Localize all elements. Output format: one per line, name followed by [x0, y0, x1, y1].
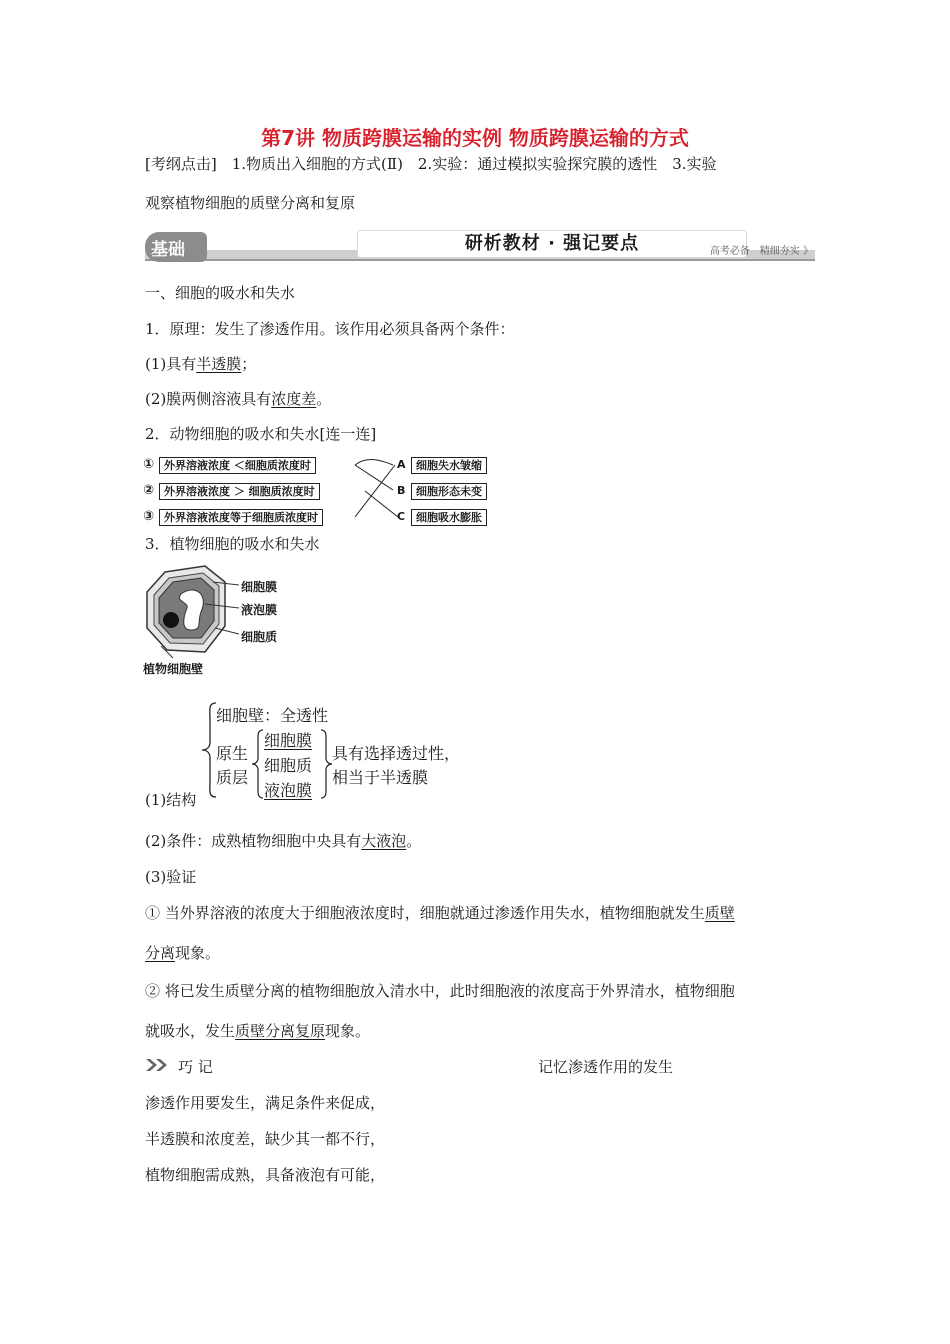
left-num-2: ② [143, 483, 155, 498]
condition-end: 。 [406, 832, 422, 850]
matching-diagram [143, 455, 513, 530]
right-brace [318, 728, 334, 800]
condition-2-key: 浓度差 [271, 390, 317, 408]
mnemonic-topic: 记忆渗透作用的发生 [538, 1058, 674, 1076]
mnemonic-line-1: 渗透作用要发生，满足条件来促成， [145, 1094, 386, 1112]
principle-paragraph: 1．原理：发生了渗透作用。该作用必须具备两个条件： [145, 320, 515, 338]
verify-1-key-b: 分离 [145, 944, 176, 962]
verify-2-text: 就吸水，发生 [145, 1022, 236, 1040]
label-cytoplasm: 细胞质 [241, 630, 278, 644]
verify-2-line-2 [145, 1020, 370, 1041]
left-box-3: 外界溶液浓度等于细胞质浓度时 [159, 509, 323, 526]
outline-line-2: 观察植物细胞的质壁分离和复原 [145, 194, 356, 212]
banner-center [357, 230, 747, 258]
banner-badge [145, 232, 207, 262]
double-chevron-icon [145, 1058, 171, 1072]
section-heading-1: 一、细胞的吸水和失水 [145, 284, 296, 302]
banner-badge-label: 基础 [151, 240, 185, 260]
condition-key: 大液泡 [361, 832, 407, 850]
mnemonic-line-3: 植物细胞需成熟，具备液泡有可能， [145, 1166, 386, 1184]
label-cell-wall: 植物细胞壁 [143, 662, 204, 676]
right-box-c: 细胞吸水膨胀 [411, 509, 487, 526]
right-box-b: 细胞形态未变 [411, 483, 487, 500]
condition-2 [145, 388, 331, 409]
banner-center-label: 研析教材 · 强记要点 [464, 233, 640, 254]
mnemonic-tag: 巧 记 [178, 1058, 213, 1076]
condition-text: (2)条件：成熟植物细胞中央具有 [145, 832, 362, 850]
condition-1-key: 半透膜 [196, 355, 242, 373]
condition-paragraph [145, 830, 421, 851]
item-vacuole-membrane: 液泡膜 [264, 781, 313, 800]
right-letter-a: A [397, 458, 406, 471]
condition-2-end: 。 [316, 390, 332, 408]
structure-desc-1: 具有选择透过性， [332, 744, 461, 763]
right-letter-c: C [397, 510, 406, 523]
section-banner [145, 230, 815, 264]
label-vacuole-membrane: 液泡膜 [241, 603, 278, 617]
banner-base-line [145, 259, 815, 261]
banner-side-text: 高考必备 精细夯实 》 [709, 246, 813, 257]
right-letter-b: B [397, 484, 406, 497]
structure-desc-2: 相当于半透膜 [332, 768, 429, 787]
verify-1-text: ① 当外界溶液的浓度大于细胞液浓度时，细胞就通过渗透作用失水，植物细胞就发生 [145, 904, 705, 922]
verify-2-key: 质壁分离复原 [235, 1022, 326, 1040]
animal-cell-heading: 2．动物细胞的吸水和失水[连一连] [145, 425, 377, 443]
verify-1-line-1 [145, 902, 735, 923]
protoplast-layer-2: 质层 [216, 768, 249, 787]
plant-cell-diagram [143, 564, 303, 664]
left-box-1: 外界溶液浓度 ＜细胞质浓度时 [159, 457, 316, 474]
verify-2-end: 现象。 [325, 1022, 371, 1040]
left-num-3: ③ [143, 509, 155, 524]
verify-2-line-1: ② 将已发生质壁分离的植物细胞放入清水中，此时细胞液的浓度高于外界清水，植物细胞 [145, 982, 735, 1000]
item-cell-membrane: 细胞膜 [264, 731, 313, 750]
page-title: 第7讲 物质跨膜运输的实例 物质跨膜运输的方式 [261, 126, 689, 150]
cell-wall-line: 细胞壁：全透性 [216, 706, 329, 725]
left-box-2: 外界溶液浓度 ＞ 细胞质浓度时 [159, 483, 320, 500]
outline-line-1: [考纲点击] 1.物质出入细胞的方式(Ⅱ) 2.实验：通过模拟实验探究膜的透性 3.实验 [145, 155, 717, 173]
verify-1-line-2 [145, 942, 220, 963]
verify-1-end: 现象。 [175, 944, 221, 962]
verify-1-key-a: 质壁 [704, 904, 735, 922]
condition-1-end: ； [241, 355, 257, 373]
item-cytoplasm: 细胞质 [264, 756, 313, 775]
protoplast-layer-1: 原生 [216, 744, 249, 763]
structure-label: (1)结构 [145, 791, 197, 809]
left-num-1: ① [143, 457, 155, 472]
right-box-a: 细胞失水皱缩 [411, 457, 487, 474]
condition-1-text: (1)具有 [145, 355, 197, 373]
verify-heading: (3)验证 [145, 868, 197, 886]
condition-1 [145, 353, 256, 374]
label-cell-membrane: 细胞膜 [241, 580, 278, 594]
plant-cell-heading: 3．植物细胞的吸水和失水 [145, 535, 320, 553]
mnemonic-line-2: 半透膜和浓度差，缺少其一都不行， [145, 1130, 386, 1148]
condition-2-text: (2)膜两侧溶液具有 [145, 390, 272, 408]
